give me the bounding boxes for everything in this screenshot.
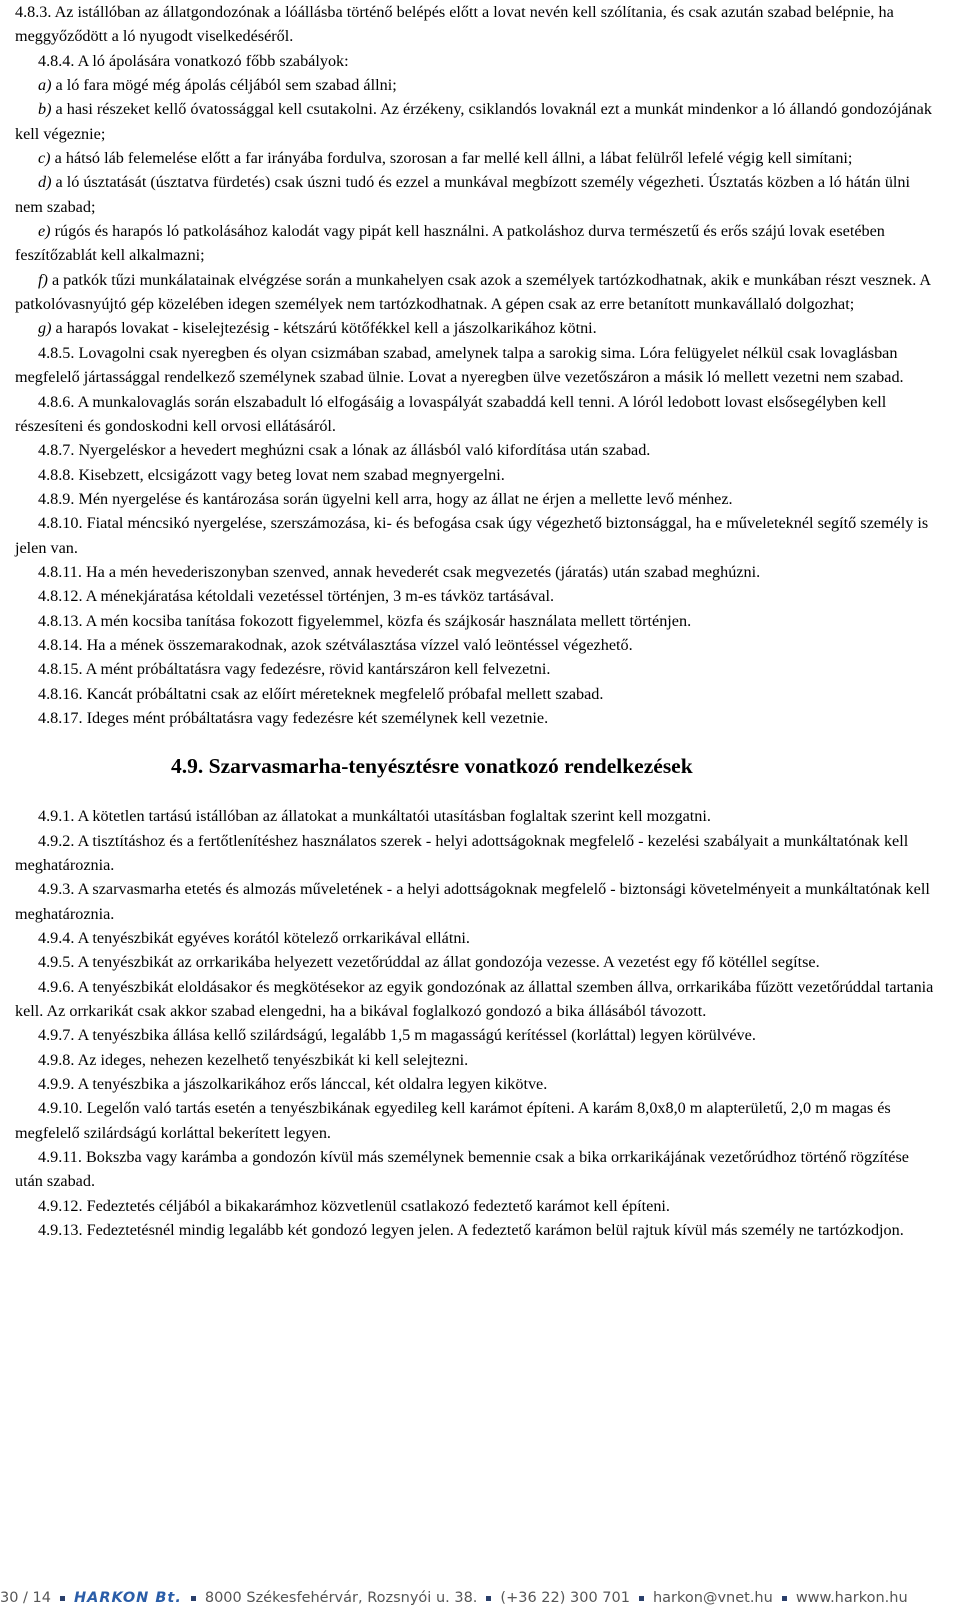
paragraph-text: a hasi részeket kellő óvatossággal kell csutakolni. Az érzékeny, csiklandós lovaknál ezt a munkát mindenkor a ló állandó gondozójának kell végeznie; [15, 100, 932, 143]
list-label: e) [38, 222, 51, 241]
paragraph [15, 1023, 935, 1047]
page-footer [0, 1585, 960, 1611]
paragraph [15, 1072, 935, 1096]
paragraph-text: 4.9.13. Fedeztetésnél mindig legalább két gondozó legyen jelen. A fedeztető karámon belül rajtuk kívül más személy ne tartózkodjon. [38, 1221, 904, 1240]
paragraph-text: 4.9.5. A tenyészbikát az orrkarikába helyezett vezetőrúddal az állat gondozója vezesse. A vezetést egy fő kötéllel segítse. [38, 953, 820, 972]
paragraph-text: 4.8.3. Az istállóban az állatgondozónak a lóállásba történő belépés előtt a lovat nevén kell szólítania, és csak azután szabad belépnie, ha meggyőződött a ló nyugodt viselkedéséről. [15, 3, 894, 46]
paragraph-text: 4.9.1. A kötetlen tartású istállóban az állatokat a munkáltatói utasításban foglaltak szerint kell mozgatni. [38, 807, 711, 826]
paragraph-text: a ló fara mögé még ápolás céljából sem szabad állni; [51, 76, 397, 95]
paragraph [15, 706, 935, 730]
paragraph [15, 584, 935, 608]
paragraph-text: rúgós és harapós ló patkolásához kalodát vagy pipát kell használni. A patkoláshoz durva természetű és erős szájú lovak esetében feszítőzablát kell alkalmazni; [15, 222, 885, 265]
paragraph [15, 609, 935, 633]
paragraph [15, 170, 935, 219]
separator-bullet [486, 1596, 491, 1601]
paragraph-text: 4.8.17. Ideges mént próbáltatásra vagy fedezésre két személynek kell vezetnie. [38, 708, 549, 727]
company-address: 8000 Székesfehérvár, Rozsnyói u. 38. [204, 1590, 478, 1606]
paragraph [15, 950, 935, 974]
paragraph [15, 0, 935, 49]
paragraph [15, 511, 935, 560]
paragraph [15, 341, 935, 390]
paragraph [15, 829, 935, 878]
paragraph [15, 682, 935, 706]
paragraph-text: 4.8.5. Lovagolni csak nyeregben és olyan csizmában szabad, amelynek talpa a sarokig sima. Lóra felügyelet nélkül csak lovaglásban megfelelő jártassággal rendelkező személynek szabad ülnie. Lovat a nyeregben ülve vezetőszáron a másik ló mellett vezetni nem szabad. [15, 343, 904, 387]
document-body [15, 0, 935, 1243]
paragraph [15, 97, 935, 146]
list-label: d) [38, 173, 52, 192]
list-label: g) [38, 319, 52, 338]
paragraph [15, 316, 935, 340]
paragraph-text: 4.9.12. Fedeztetés céljából a bikakarámhoz közvetlenül csatlakozó fedeztető karámot kell építeni. [38, 1196, 670, 1215]
separator-bullet [639, 1596, 644, 1601]
paragraph [15, 463, 935, 487]
paragraph [15, 390, 935, 439]
list-label: a) [38, 76, 52, 95]
paragraph [15, 219, 935, 268]
paragraph [15, 633, 935, 657]
paragraph-text: 4.9.2. A tisztításhoz és a fertőtlenítéshez használatos szerek - helyi adottságoknak megfelelő - kezelési szabályait a munkáltatónak kell meghatároznia. [15, 831, 909, 874]
paragraph-text: 4.8.4. A ló ápolására vonatkozó főbb szabályok: [38, 51, 349, 70]
paragraph [15, 560, 935, 584]
paragraph-text: 4.8.11. Ha a mén hevederiszonyban szenved, annak hevederét csak megvezetés (járatás) után szabad meghúzni. [38, 562, 761, 581]
paragraph-text: 4.8.13. A mén kocsiba tanítása fokozott figyelemmel, közfa és szájkosár használata mellett történjen. [38, 611, 692, 630]
paragraph [15, 1096, 935, 1145]
paragraph-text: 4.8.12. A ménekjáratása kétoldali vezetéssel történjen, 3 m-es távköz tartásával. [38, 587, 555, 606]
separator-bullet [60, 1596, 65, 1601]
list-label: b) [38, 100, 52, 119]
separator-bullet [191, 1596, 196, 1601]
paragraph [15, 268, 935, 317]
paragraph-text: 4.9.10. Legelőn való tartás esetén a tenyészbikának egyedileg kell karámot építeni. A karám 8,0x8,0 m alapterületű, 2,0 m magas és megfelelő szilárdságú korláttal bekerített legyen. [15, 1099, 891, 1142]
paragraph-text: 4.9.11. Bokszba vagy karámba a gondozón kívül más személynek bemennie csak a bika orrkarikájának vezetőrúdhoz történő rögzítése után szabad. [15, 1148, 909, 1191]
paragraph-text: 4.8.14. Ha a mének összemarakodnak, azok szétválasztása vízzel való leöntéssel végezhető. [38, 635, 633, 654]
separator-bullet [782, 1596, 787, 1601]
section-title: 4.9. Szarvasmarha-tenyésztésre vonatkozó rendelkezések [171, 754, 693, 779]
paragraph-text: a ló úsztatását (úsztatva fürdetés) csak úszni tudó és ezzel a munkával megbízott személy végezheti. Úsztatás közben a ló hátán ülni nem szabad; [15, 173, 910, 216]
paragraph-text: 4.9.3. A szarvasmarha etetés és almozás műveletének - a helyi adottságoknak megfelelő - biztonsági követelményeit a munkáltatónak kell meghatároznia. [15, 880, 930, 923]
page-number: 30 / 14 [0, 1590, 52, 1606]
paragraph [15, 657, 935, 681]
paragraph-text: 4.9.9. A tenyészbika a jászolkarikához erős lánccal, két oldalra legyen kikötve. [38, 1075, 548, 1094]
section-4-9-text [15, 804, 935, 1242]
paragraph [15, 146, 935, 170]
paragraph-text: 4.9.6. A tenyészbikát eloldásakor és megkötésekor az egyik gondozónak az állattal szemben állva, orrkarikába fűzött vezetőrúddal tartania kell. Az orrkarikát csak akkor szabad elengedni, ha a bikával foglalkozó gondozó a bika állásából távozott. [15, 977, 934, 1021]
paragraph [15, 1218, 935, 1242]
paragraph-text: 4.8.6. A munkalovaglás során elszabadult ló elfogásáig a lovaspályát szabaddá kell tenni. A lóról ledobott lovast elsősegélyben kell részesíteni és gondoskodni kell orvosi ellátásáról. [15, 392, 887, 435]
paragraph [15, 487, 935, 511]
company-phone: (+36 22) 300 701 [500, 1590, 630, 1606]
paragraph [15, 1194, 935, 1218]
paragraph [15, 438, 935, 462]
paragraph [15, 49, 935, 73]
paragraph [15, 804, 935, 828]
paragraph-text: 4.8.8. Kisebzett, elcsigázott vagy beteg lovat nem szabad megnyergelni. [38, 465, 505, 484]
paragraph-text: 4.8.15. A mént próbáltatásra vagy fedezésre, rövid kantárszáron kell felvezetni. [38, 660, 551, 679]
paragraph [15, 877, 935, 926]
paragraph [15, 1145, 935, 1194]
paragraph-text: 4.9.8. Az ideges, nehezen kezelhető tenyészbikát ki kell selejtezni. [38, 1050, 469, 1069]
paragraph-text: 4.8.16. Kancát próbáltatni csak az előírt méreteknek megfelelő próbafal mellett szabad. [38, 684, 604, 703]
list-label: f) [38, 270, 48, 289]
paragraph-text: 4.9.4. A tenyészbikát egyéves korától kötelező orrkarikával ellátni. [38, 929, 470, 948]
company-logo: HARKON Bt. [74, 1590, 182, 1606]
paragraph [15, 926, 935, 950]
paragraph-text: 4.8.7. Nyergeléskor a hevedert meghúzni csak a lónak az állásból való kifordítása után szabad. [38, 441, 651, 460]
paragraph-text: 4.8.9. Mén nyergelése és kantározása során ügyelni kell arra, hogy az állat ne érjen a mellette levő ménhez. [38, 489, 733, 508]
paragraph-text: a hátsó láb felemelése előtt a far irányába fordulva, szorosan a far mellé kell állni, a lábat felülről lefelé végig kell simítani; [50, 149, 853, 168]
paragraph-text: 4.9.7. A tenyészbika állása kellő szilárdságú, legalább 1,5 m magasságú kerítéssel (korláttal) legyen körülvéve. [38, 1026, 756, 1045]
paragraph [15, 975, 935, 1024]
paragraph [15, 1048, 935, 1072]
paragraph-text: 4.8.10. Fiatal méncsikó nyergelése, szerszámozása, ki- és befogása csak úgy végezhető biztonsággal, ha e műveleteknél segítő személy is jelen van. [15, 514, 929, 557]
paragraph [15, 73, 935, 97]
list-label: c) [38, 149, 51, 168]
company-email[interactable]: harkon@vnet.hu [652, 1590, 773, 1606]
company-website[interactable]: www.harkon.hu [795, 1590, 908, 1606]
section-4-8-text [15, 0, 935, 730]
paragraph-text: a patkók tűzi munkálatainak elvégzése során a munkahelyen csak azok a személyek tartózkodhatnak, akik e munkában részt vesznek. A patkolóvasnyújtó gép közelében idegen személyek nem tartózkodhatnak. A gépen csak az erre betanított munkavállaló dolgozhat; [15, 270, 931, 314]
paragraph-text: a harapós lovakat - kiselejtezésig - kétszárú kötőfékkel kell a jászolkarikához kötni. [51, 319, 597, 338]
